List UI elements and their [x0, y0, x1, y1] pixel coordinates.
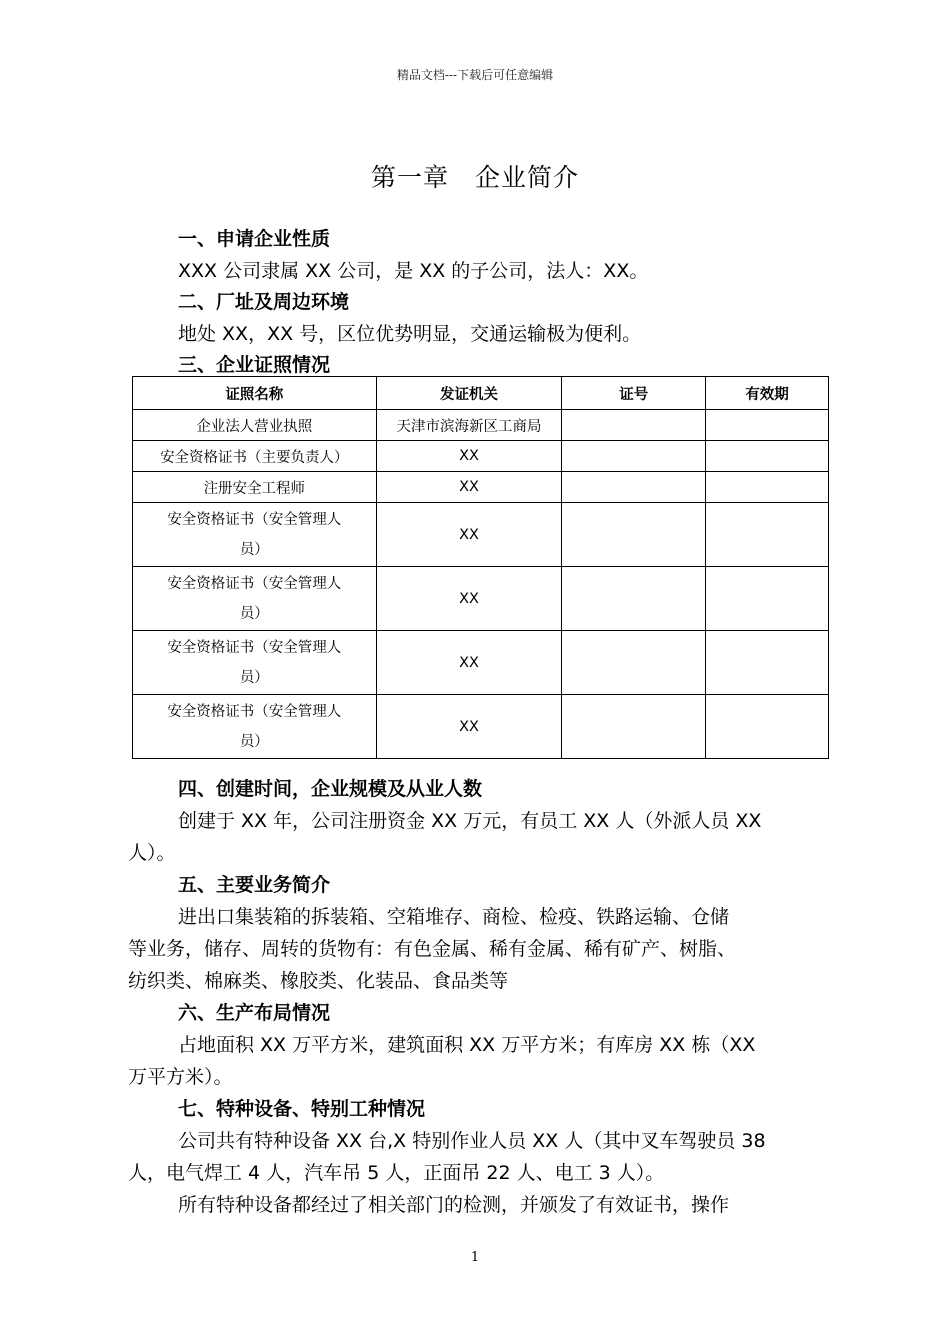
cert-number — [562, 410, 706, 441]
cert-name — [133, 631, 377, 695]
cert-name-line: 员） — [239, 733, 269, 750]
section-4-text-line: 创建于 XX 年，公司注册资金 XX 万元，有员工 XX 人（外派人员 XX — [178, 810, 762, 832]
section-2-text: 地处 XX，XX 号，区位优势明显，交通运输极为便利。 — [178, 323, 642, 345]
section-5-text-line: 等业务，储存、周转的货物有：有色金属、稀有金属、稀有矿产、树脂、 — [128, 938, 737, 960]
cert-authority: XX — [376, 631, 562, 695]
cert-name — [133, 695, 377, 759]
column-header: 有效期 — [706, 377, 829, 410]
section-7-text-line: 公司共有特种设备 XX 台,X 特别作业人员 XX 人（其中叉车驾驶员 38 — [178, 1130, 766, 1152]
cert-name-line: 安全资格证书（安全管理人 — [167, 575, 342, 592]
cert-authority: XX — [376, 472, 562, 503]
cert-authority: XX — [376, 695, 562, 759]
chapter-number: 第一章 — [370, 163, 449, 192]
cert-name-line: 员） — [239, 541, 269, 558]
section-4-text-line: 人）。 — [128, 842, 176, 864]
section-6-text-line: 万平方米）。 — [128, 1066, 233, 1088]
cert-authority: 天津市滨海新区工商局 — [376, 410, 562, 441]
section-1-text: XXX 公司隶属 XX 公司，是 XX 的子公司，法人：XX。 — [178, 260, 649, 282]
column-header: 证号 — [562, 377, 706, 410]
table-row — [133, 410, 829, 441]
section-7-heading: 七、特种设备、特别工种情况 — [178, 1098, 426, 1120]
cert-name-line: 安全资格证书（安全管理人 — [167, 511, 342, 528]
table-row — [133, 695, 829, 759]
cert-validity — [706, 695, 829, 759]
table-row — [133, 631, 829, 695]
cert-validity — [706, 503, 829, 567]
cert-authority: XX — [376, 441, 562, 472]
cert-authority: XX — [376, 567, 562, 631]
section-7-text-line: 所有特种设备都经过了相关部门的检测，并颁发了有效证书，操作 — [178, 1194, 730, 1216]
section-2-heading: 二、厂址及周边环境 — [178, 291, 350, 313]
section-6-heading: 六、生产布局情况 — [178, 1002, 331, 1024]
section-5-heading: 五、主要业务简介 — [178, 874, 331, 896]
cert-authority: XX — [376, 503, 562, 567]
cert-number — [562, 472, 706, 503]
cert-name: 注册安全工程师 — [133, 472, 377, 503]
chapter-title — [0, 158, 950, 194]
table-row — [133, 441, 829, 472]
column-header: 证照名称 — [133, 377, 377, 410]
cert-name — [133, 567, 377, 631]
cert-validity — [706, 441, 829, 472]
cert-validity — [706, 410, 829, 441]
page-header-note: 精品文档---下载后可任意编辑 — [396, 68, 554, 82]
certificate-table — [132, 376, 829, 759]
section-5-text-line: 进出口集装箱的拆装箱、空箱堆存、商检、检疫、铁路运输、仓储 — [178, 906, 730, 928]
cert-name: 安全资格证书（主要负责人） — [133, 441, 377, 472]
table-row — [133, 472, 829, 503]
chapter-name: 企业简介 — [475, 163, 580, 192]
cert-name: 企业法人营业执照 — [133, 410, 377, 441]
cert-number — [562, 441, 706, 472]
section-4-heading: 四、创建时间，企业规模及从业人数 — [178, 778, 483, 800]
cert-name-line: 员） — [239, 669, 269, 686]
cert-name-line: 安全资格证书（安全管理人 — [167, 703, 342, 720]
section-5-text-line: 纺织类、棉麻类、橡胶类、化装品、食品类等 — [128, 970, 509, 992]
section-1-heading: 一、申请企业性质 — [178, 228, 331, 250]
cert-name-line: 员） — [239, 605, 269, 622]
table-header-row — [133, 377, 829, 410]
cert-validity — [706, 567, 829, 631]
table-row — [133, 503, 829, 567]
cert-validity — [706, 472, 829, 503]
table-row — [133, 567, 829, 631]
column-header: 发证机关 — [376, 377, 562, 410]
cert-number — [562, 503, 706, 567]
section-7-text-line: 人，电气焊工 4 人，汽车吊 5 人，正面吊 22 人、电工 3 人）。 — [128, 1162, 665, 1184]
section-6-text-line: 占地面积 XX 万平方米，建筑面积 XX 万平方米；有库房 XX 栋（XX — [178, 1034, 756, 1056]
page-number: 1 — [470, 1250, 480, 1265]
cert-number — [562, 567, 706, 631]
cert-validity — [706, 631, 829, 695]
cert-name-line: 安全资格证书（安全管理人 — [167, 639, 342, 656]
cert-name — [133, 503, 377, 567]
section-3-heading: 三、企业证照情况 — [178, 354, 331, 376]
cert-number — [562, 695, 706, 759]
cert-number — [562, 631, 706, 695]
